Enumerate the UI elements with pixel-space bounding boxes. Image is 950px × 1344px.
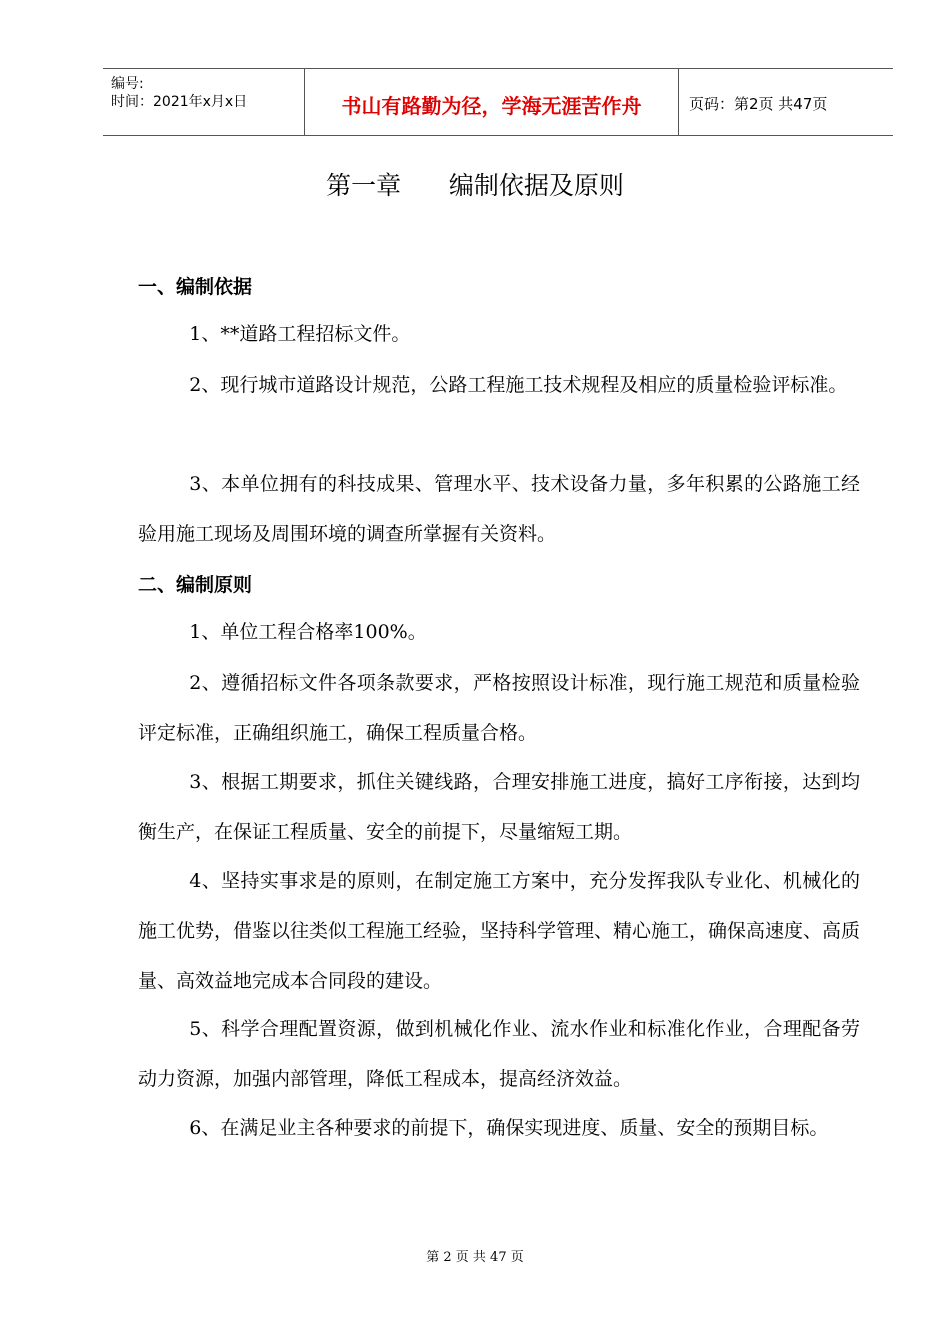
principle-item-3: 3、根据工期要求，抓住关键线路，合理安排施工进度，搞好工序衔接，达到均衡生产，在保证工程质量、安全的前提下，尽量缩短工期。 (138, 771, 860, 843)
principle-item-2: 2、遵循招标文件各项条款要求，严格按照设计标准，现行施工规范和质量检验评定标准，正确组织施工，确保工程质量合格。 (138, 672, 860, 744)
header-motto-cell (305, 69, 679, 135)
header-motto: 书山有路勤为径，学海无涯苦作舟 (341, 94, 642, 118)
basis-item-1: 1、**道路工程招标文件。 (189, 323, 411, 345)
principle-item-5: 5、科学合理配置资源，做到机械化作业、流水作业和标准化作业，合理配备劳动力资源，加强内部管理，降低工程成本，提高经济效益。 (138, 1018, 860, 1090)
header-meta-cell (103, 69, 305, 135)
principle-item-4: 4、坚持实事求是的原则，在制定施工方案中，充分发挥我队专业化、机械化的施工优势，借鉴以往类似工程施工经验，坚持科学管理、精心施工，确保高速度、高质量、高效益地完成本合同段的建设。 (138, 870, 861, 992)
basis-item-3: 3、本单位拥有的科技成果、管理水平、技术设备力量，多年积累的公路施工经验用施工现场及周围环境的调查所掌握有关资料。 (138, 473, 860, 545)
header-page-cell (679, 69, 893, 135)
document-date: 时间：2021年x月x日 (111, 94, 248, 110)
section-heading-basis: 一、编制依据 (138, 276, 253, 298)
page-footer: 第 2 页 共 47 页 (426, 1250, 524, 1265)
page-header (103, 68, 893, 136)
principle-item-6: 6、在满足业主各种要求的前提下，确保实现进度、质量、安全的预期目标。 (189, 1117, 829, 1139)
chapter-title: 第一章 编制依据及原则 (326, 171, 624, 200)
header-page-info: 页码：第2页 共47页 (689, 95, 828, 113)
basis-item-2: 2、现行城市道路设计规范，公路工程施工技术规程及相应的质量检验评标准。 (189, 374, 848, 396)
principle-item-1: 1、单位工程合格率100%。 (189, 621, 427, 643)
section-heading-principles: 二、编制原则 (138, 574, 253, 596)
document-number-label: 编号: (111, 76, 144, 92)
